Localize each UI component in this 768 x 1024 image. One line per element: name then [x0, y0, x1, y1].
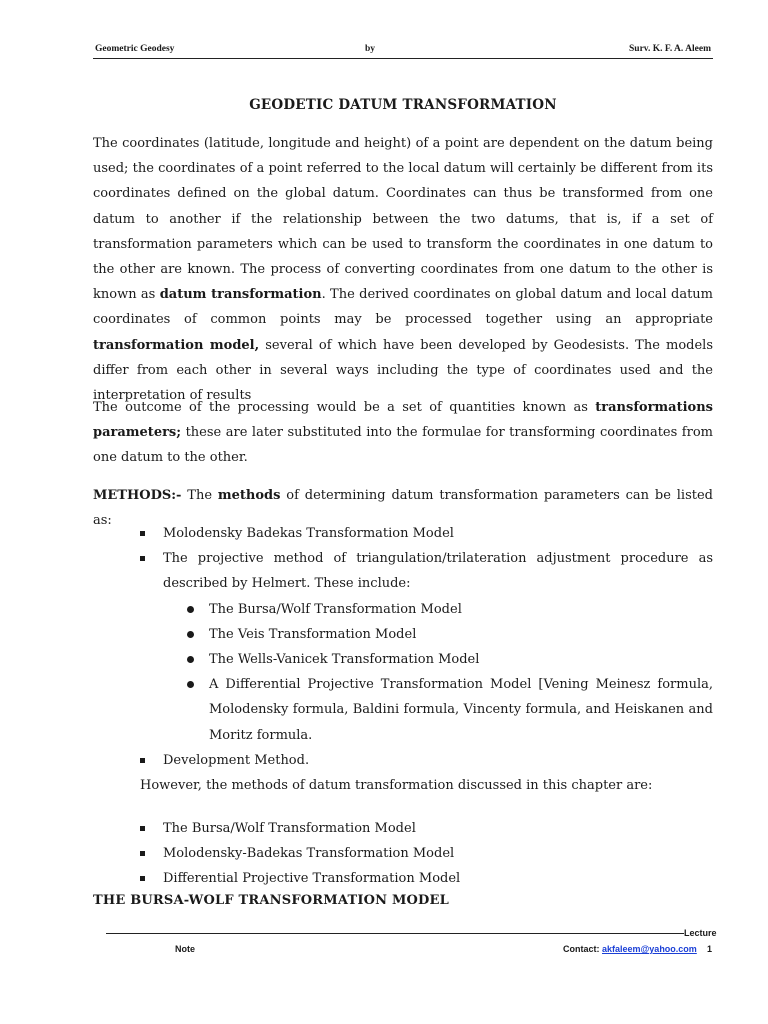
round-bullet-icon	[187, 656, 194, 663]
intro-text-1: The coordinates (latitude, longitude and height) of a point are dependent on the datum being used; the coordinates of a point referred to the local datum will certainly be different from its coordinates defined on the global datum. Coordinates can thus be transformed from one datum to another if the relationship between the two datums, that is, if a set of transformation parameters which can be used to transform the coordinates in one datum to the other are known. The process of converting coordinates from one datum to the other is known as	[93, 136, 713, 303]
footer-contact	[563, 944, 697, 954]
square-bullet-icon	[140, 556, 145, 561]
outcome-text-2: these are later substituted into the formulae for transforming coordinates from one datum to the other.	[93, 425, 713, 466]
header-by: by	[365, 44, 376, 54]
chapter-methods-list	[93, 816, 713, 892]
list-item-text: Differential Projective Transformation Model	[163, 871, 461, 887]
list-item-text: The Bursa/Wolf Transformation Model	[163, 821, 416, 836]
term-methods: methods	[217, 488, 281, 503]
intro-paragraph	[93, 131, 713, 408]
intro-text-2: . The derived coordinates on global datum and local datum coordinates of common points may be processed together using an appropriate	[93, 287, 714, 328]
page-title: GEODETIC DATUM TRANSFORMATION	[249, 97, 557, 113]
list-item-text: Development Method.	[163, 752, 310, 768]
sub-list-item	[93, 622, 713, 647]
email-link[interactable]: akfaleem@yahoo.com	[602, 944, 697, 954]
term-transformation-model: transformation model,	[93, 337, 260, 353]
contact-label: Contact:	[563, 944, 602, 954]
square-bullet-icon	[140, 758, 145, 763]
term-transformation-parameters: transformations parameters;	[93, 400, 713, 441]
list-item	[93, 866, 713, 891]
footer-lecture: Lecture	[684, 928, 717, 938]
header-course-title: Geometric Geodesy	[95, 44, 175, 54]
list-item-text: Molodensky Badekas Transformation Model	[163, 526, 454, 541]
section-heading: THE BURSA-WOLF TRANSFORMATION MODEL	[93, 893, 449, 908]
sub-list-item-text: The Wells-Vanicek Transformation Model	[209, 652, 480, 668]
list-item	[93, 748, 713, 773]
list-item-text: Molodensky-Badekas Transformation Model	[163, 846, 455, 862]
sub-list-item	[93, 597, 713, 622]
square-bullet-icon	[140, 826, 145, 831]
list-item	[93, 521, 713, 546]
methods-label: METHODS:-	[93, 488, 182, 503]
outcome-paragraph	[93, 395, 713, 471]
sub-list-item	[93, 672, 713, 748]
footer-rule	[106, 933, 684, 934]
page-header	[93, 44, 713, 59]
list-item	[93, 546, 713, 596]
sub-list-item-text: The Veis Transformation Model	[209, 626, 417, 642]
footer-note: Note	[175, 944, 195, 954]
list-item-text: The projective method of triangulation/trilateration adjustment procedure as described by Helmert. These include:	[163, 551, 713, 592]
however-text: However, the methods of datum transformation discussed in this chapter are:	[140, 778, 653, 794]
round-bullet-icon	[187, 606, 194, 613]
methods-list	[93, 521, 713, 798]
round-bullet-icon	[187, 631, 194, 638]
term-datum-transformation: datum transformation	[159, 287, 322, 303]
methods-text-2: of determining datum transformation parameters can be listed as:	[93, 488, 713, 529]
outcome-text-1: The outcome of the processing would be a set of quantities known as	[93, 400, 596, 415]
list-item	[93, 816, 713, 841]
sub-list-item-text: A Differential Projective Transformation Model [Vening Meinesz formula, Molodensky formula, Baldini formula, Vincenty formula, and Heiskanen and Moritz formula.	[209, 677, 713, 743]
square-bullet-icon	[140, 876, 145, 881]
square-bullet-icon	[140, 531, 145, 536]
methods-text-1: The	[181, 488, 218, 503]
list-item	[93, 841, 713, 866]
page-number: 1	[707, 944, 713, 954]
square-bullet-icon	[140, 851, 145, 856]
header-author: Surv. K. F. A. Aleem	[629, 44, 711, 54]
intro-text-3: several of which have been developed by Geodesists. The models differ from each other in several ways including the type of coordinates used and the interpretation of results	[93, 337, 714, 404]
sub-list-item	[93, 647, 713, 672]
sub-list-item-text: The Bursa/Wolf Transformation Model	[209, 601, 462, 617]
round-bullet-icon	[187, 681, 194, 688]
